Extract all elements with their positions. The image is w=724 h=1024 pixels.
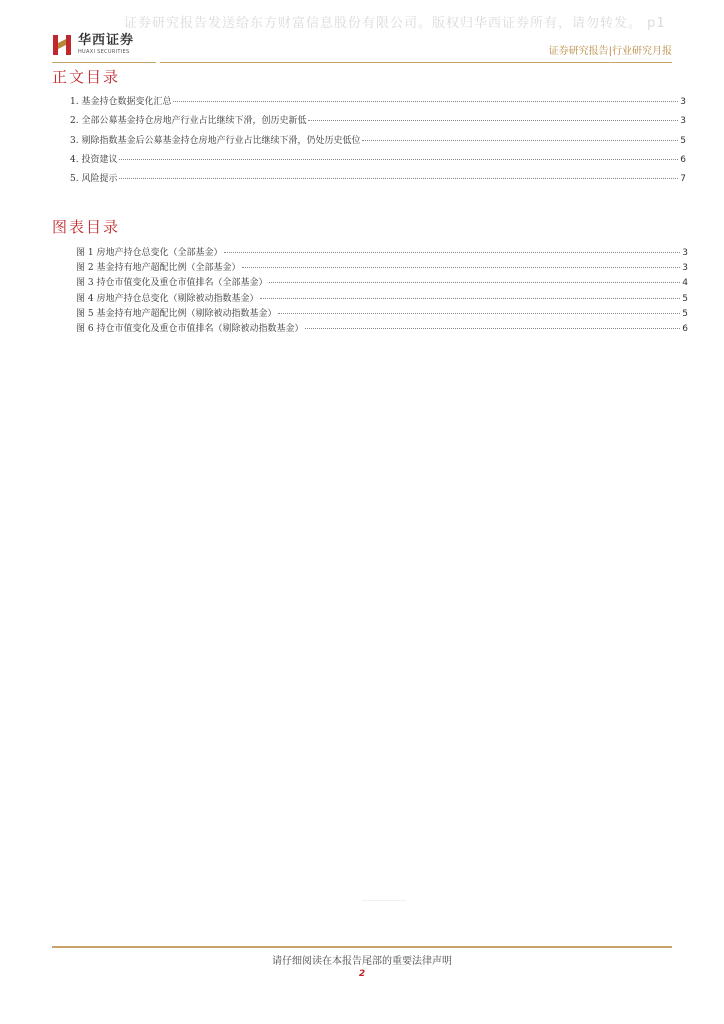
dot-leader: [269, 282, 680, 283]
toc-entry-label: 1. 基金持仓数据变化汇总: [70, 97, 172, 107]
report-type: 证券研究报告|行业研究月报: [548, 46, 672, 57]
logo-english-name: HUAXI SECURITIES: [78, 49, 130, 55]
header-divider: [160, 62, 672, 63]
logo-chinese-name: 华西证券: [78, 33, 135, 48]
toc-entry[interactable]: [70, 113, 686, 132]
figure-entry-page: 3: [682, 263, 688, 274]
figure-entry[interactable]: [76, 291, 688, 306]
header-divider-left: [52, 62, 156, 63]
figures-title: 图表目录: [52, 218, 121, 236]
toc-entry-page: 6: [680, 154, 686, 165]
toc-entry-label: 2. 全部公募基金持仓房地产行业占比继续下滑，创历史新低: [70, 116, 307, 127]
figure-entry-label: 图 1 房地产持仓总变化（全部基金）: [76, 248, 223, 258]
huaxi-logo-icon: [52, 33, 74, 57]
figure-entry-label: 图 6 持仓市值变化及重仓市值排名（剔除被动指数基金）: [76, 323, 304, 334]
toc-entry-label: 3. 剔除指数基金后公募基金持仓房地产行业占比继续下滑，仍处历史低位: [70, 135, 361, 146]
figure-entry-page: 5: [682, 293, 688, 304]
figures-list: [76, 245, 688, 336]
company-logo: [52, 33, 134, 57]
footer-divider: [52, 946, 672, 948]
toc-entry-page: 7: [680, 174, 686, 185]
dot-leader: [224, 252, 680, 253]
figure-entry[interactable]: [76, 245, 688, 260]
page-number: 2: [358, 969, 366, 979]
dot-leader: [308, 120, 678, 121]
toc-entry-page: 3: [680, 116, 686, 127]
watermark-text: 证券研究报告发送给东方财富信息股份有限公司。版权归华西证券所有，请勿转发。 p1: [124, 16, 666, 31]
dot-leader: [173, 101, 678, 102]
toc-entry-page: 3: [680, 97, 686, 107]
dot-leader: [362, 140, 678, 141]
toc-title: 正文目录: [52, 68, 121, 86]
dot-leader: [119, 178, 678, 179]
figure-entry[interactable]: [76, 306, 688, 321]
figure-entry[interactable]: [76, 275, 688, 290]
toc-entry[interactable]: [70, 152, 686, 171]
figure-entry-page: 3: [682, 248, 688, 258]
figure-entry[interactable]: [76, 321, 688, 336]
faint-divider: [362, 900, 406, 901]
legal-notice: 请仔细阅读在本报告尾部的重要法律声明: [272, 956, 452, 967]
toc-list: [70, 94, 686, 190]
figure-entry-label: 图 5 基金持有地产超配比例（剔除被动指数基金）: [76, 308, 277, 319]
dot-leader: [260, 298, 680, 299]
toc-entry-label: 5. 风险提示: [70, 174, 118, 185]
figure-entry-page: 5: [682, 308, 688, 319]
dot-leader: [305, 328, 680, 329]
figure-entry-label: 图 3 持仓市值变化及重仓市值排名（全部基金）: [76, 278, 268, 289]
figure-entry[interactable]: [76, 260, 688, 275]
dot-leader: [242, 267, 680, 268]
figure-entry-page: 6: [682, 323, 688, 334]
figure-entry-label: 图 4 房地产持仓总变化（剔除被动指数基金）: [76, 293, 259, 304]
figure-entry-page: 4: [682, 278, 688, 289]
dot-leader: [119, 159, 678, 160]
toc-entry[interactable]: [70, 171, 686, 190]
toc-entry-label: 4. 投资建议: [70, 154, 118, 165]
figure-entry-label: 图 2 基金持有地产超配比例（全部基金）: [76, 263, 241, 274]
toc-entry[interactable]: [70, 94, 686, 113]
dot-leader: [278, 313, 680, 314]
toc-entry[interactable]: [70, 133, 686, 152]
toc-entry-page: 5: [680, 135, 686, 146]
